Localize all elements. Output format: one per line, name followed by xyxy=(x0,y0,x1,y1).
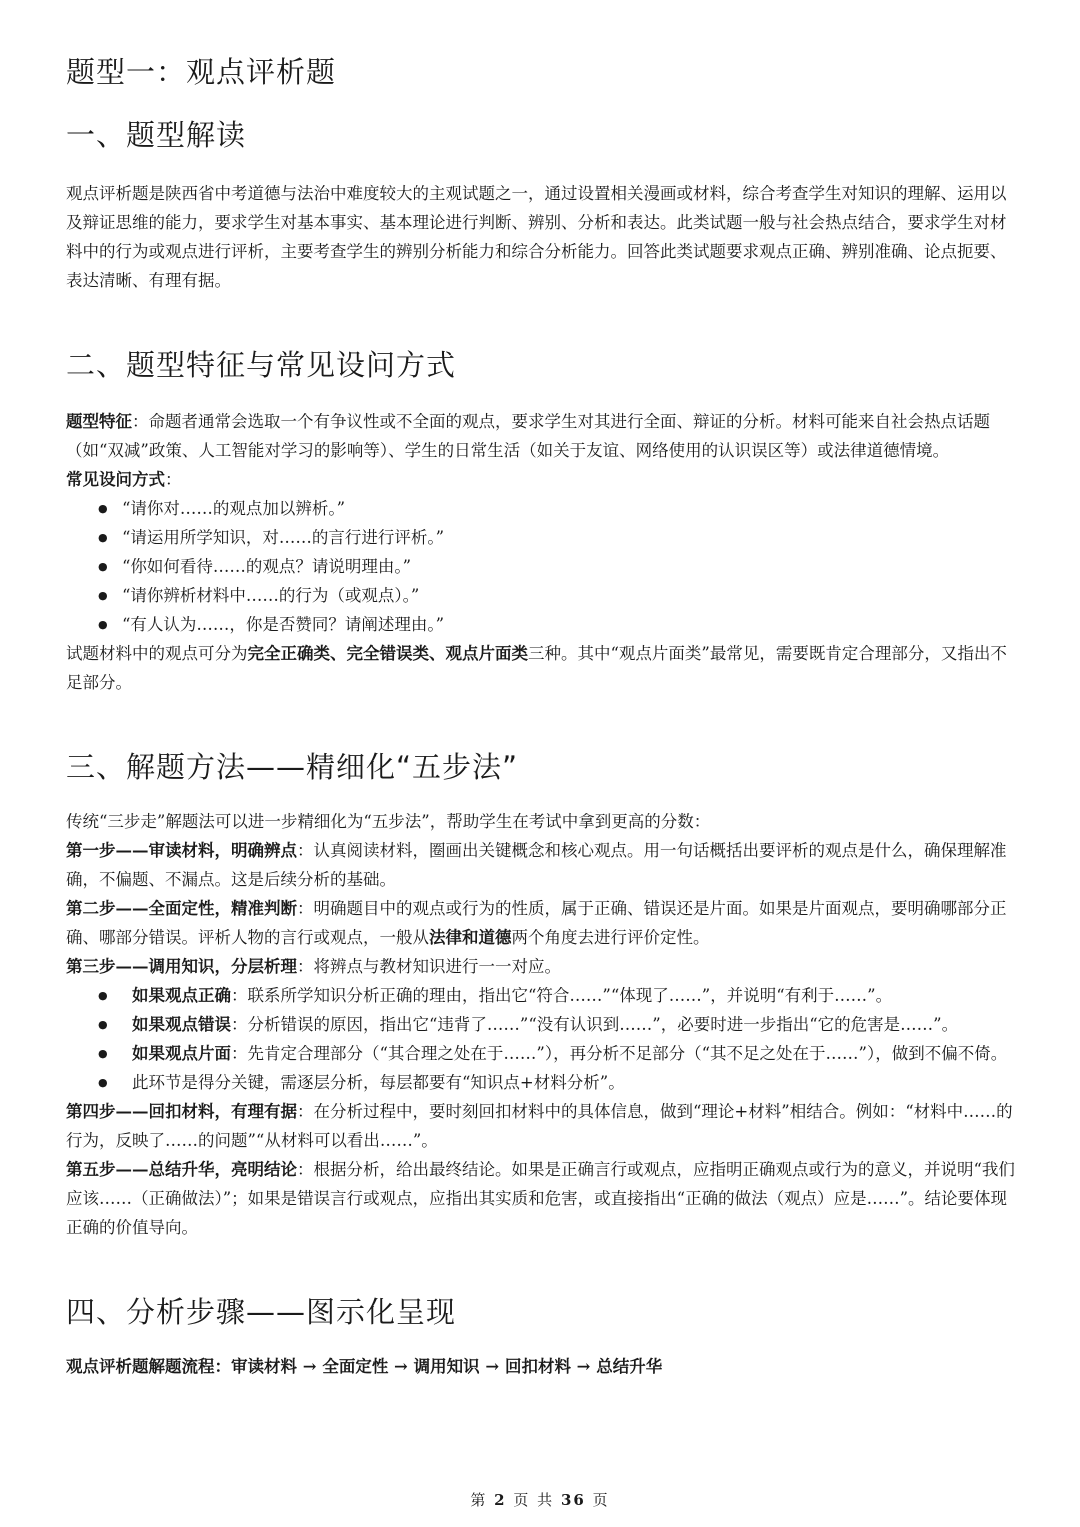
ask-heading: 常见设问方式： xyxy=(66,470,182,489)
feature-label: 题型特征 xyxy=(66,412,132,431)
step-4: 第四步——回扣材料，有理有据：在分析过程中，要时刻回扣材料中的具体信息，做到“理论+材料”相结合。例如：“材料中……的行为，反映了……的问题”“从材料可以看出……”。 xyxy=(66,1102,1013,1150)
step-5: 第五步——总结升华，亮明结论：根据分析，给出最终结论。如果是正确言行或观点，应指明正确观点或行为的意义，并说明“我们应该……（正确做法）”；如果是错误言行或观点，应指出其实质和危害，或直接指出“正确的做法（观点）应是……”。结论要体现正确的价值导向。 xyxy=(66,1160,1015,1237)
section-4-heading: 四、分析步骤——图示化呈现 xyxy=(66,1295,457,1329)
page-number: 2 xyxy=(494,1491,507,1509)
step-2-label: 第二步——全面定性，精准判断 xyxy=(66,899,297,918)
section-1-heading: 一、题型解读 xyxy=(66,118,247,152)
step-5-label: 第五步——总结升华，亮明结论 xyxy=(66,1160,297,1179)
list-item: ● 如果观点正确：联系所学知识分析正确的理由，指出它“符合……”“体现了……”，并说明“有利于……”。 xyxy=(66,981,1016,1010)
step-2: 第二步——全面定性，精准判断：明确题目中的观点或行为的性质，属于正确、错误还是片面。如果是片面观点，要明确哪部分正确、哪部分错误。评析人物的言行或观点，一般从法律和道德两个角度去进行评价定性。 xyxy=(66,899,1007,947)
page-footer: 第 2 页 共 36 页 xyxy=(470,1491,610,1509)
list-item: ● 如果观点错误：分析错误的原因，指出它“违背了……”“没有认识到……”，必要时进一步指出“它的危害是……”。 xyxy=(66,1010,1016,1039)
ask-label: 常见设问方式 xyxy=(66,470,165,489)
flow-line: 观点评析题解题流程：审读材料 → 全面定性 → 调用知识 → 回扣材料 → 总结升华 xyxy=(66,1357,663,1376)
page-total: 36 xyxy=(560,1491,586,1509)
step-4-label: 第四步——回扣材料，有理有据 xyxy=(66,1102,297,1121)
step-1-label: 第一步——审读材料，明确辨点 xyxy=(66,841,297,860)
document-title: 题型一：观点评析题 xyxy=(66,55,337,89)
step-3-list xyxy=(66,981,1016,1097)
document-page xyxy=(66,40,1016,1381)
list-item: ● “有人认为……，你是否赞同？请阐述理由。” xyxy=(66,610,1016,639)
step-1: 第一步——审读材料，明确辨点：认真阅读材料，圈画出关键概念和核心观点。用一句话概括出要评析的观点是什么，确保理解准确，不偏题、不漏点。这是后续分析的基础。 xyxy=(66,841,1007,889)
section-1-paragraph: 观点评析题是陕西省中考道德与法治中难度较大的主观试题之一，通过设置相关漫画或材料，综合考查学生对知识的理解、运用以及辩证思维的能力，要求学生对基本事实、基本理论进行判断、辨别、分析和表达。此类试题一般与社会热点结合，要求学生对材料中的行为或观点进行评析，主要考查学生的辨别分析能力和综合分析能力。回答此类试题要求观点正确、辨别准确、论点扼要、表达清晰、有理有据。 xyxy=(66,184,1007,290)
section-2-heading: 二、题型特征与常见设问方式 xyxy=(66,348,457,382)
list-item: ● “请运用所学知识，对……的言行进行评析。” xyxy=(66,523,1016,552)
section-3-heading: 三、解题方法——精细化“五步法” xyxy=(66,750,519,784)
step-3: 第三步——调用知识，分层析理：将辨点与教材知识进行一一对应。 xyxy=(66,957,561,976)
category-paragraph: 试题材料中的观点可分为完全正确类、完全错误类、观点片面类三种。其中“观点片面类”最常见，需要既肯定合理部分，又指出不足部分。 xyxy=(66,644,1007,692)
list-item: ● “请你辨析材料中……的行为（或观点）。” xyxy=(66,581,1016,610)
list-item: ● “你如何看待……的观点？请说明理由。” xyxy=(66,552,1016,581)
feature-paragraph xyxy=(66,407,1016,465)
list-item: ● 如果观点片面：先肯定合理部分（“其合理之处在于……”），再分析不足部分（“其不足之处在于……”），做到不偏不倚。 xyxy=(66,1039,1016,1068)
list-item: ● 此环节是得分关键，需逐层分析，每层都要有“知识点+材料分析”。 xyxy=(66,1068,1016,1097)
category-bold: 完全正确类、完全错误类、观点片面类 xyxy=(247,644,528,663)
list-item: ● “请你对……的观点加以辨析。” xyxy=(66,494,1016,523)
ask-list xyxy=(66,494,1016,639)
method-intro: 传统“三步走”解题法可以进一步精细化为“五步法”，帮助学生在考试中拿到更高的分数： xyxy=(66,812,711,831)
step-3-label: 第三步——调用知识，分层析理 xyxy=(66,957,297,976)
feature-text: ：命题者通常会选取一个有争议性或不全面的观点，要求学生对其进行全面、辩证的分析。材料可能来自社会热点话题（如“双减”政策、人工智能对学习的影响等）、学生的日常生活（如关于友谊、网络使用的认识误区等）或法律道德情境。 xyxy=(66,412,990,460)
